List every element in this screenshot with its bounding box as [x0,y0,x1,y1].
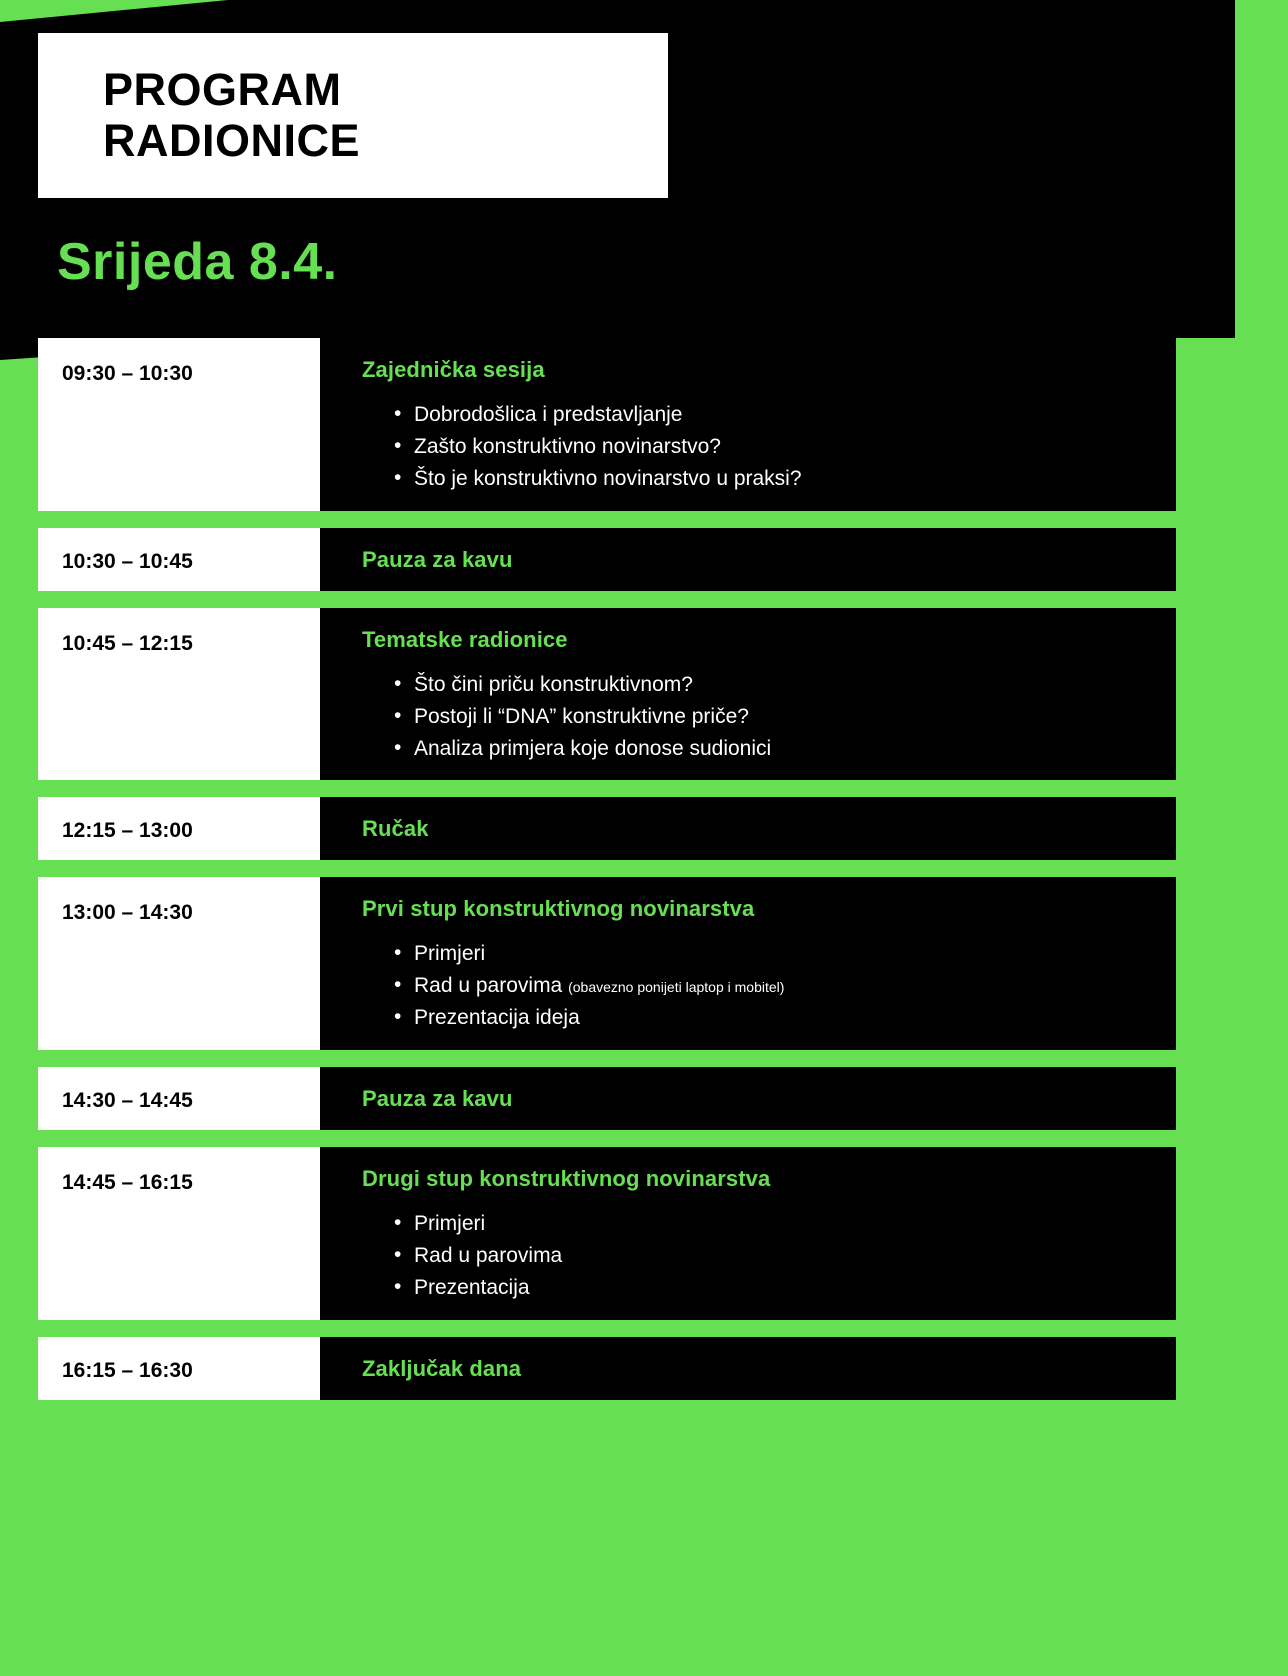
title-line-2: RADIONICE [103,114,361,166]
title-line-1: PROGRAM [103,64,342,116]
row-item [414,431,1176,463]
row-time: 10:45 – 12:15 [38,608,320,781]
row-item [414,970,1176,1002]
row-item-text: Što je konstruktivno novinarstvo u praksi? [414,466,802,490]
row-time: 13:00 – 14:30 [38,877,320,1050]
row-item-list [362,1208,1176,1304]
row-heading: Drugi stup konstruktivnog novinarstva [362,1166,771,1192]
row-item-list [362,399,1176,495]
row-time: 14:45 – 16:15 [38,1147,320,1320]
row-item [414,1240,1176,1272]
row-time: 10:30 – 10:45 [38,528,320,591]
row-body [320,1337,1176,1400]
row-heading: Pauza za kavu [362,1086,513,1112]
row-body [320,1067,1176,1130]
row-item-text: Prezentacija [414,1275,530,1299]
row-heading: Prvi stup konstruktivnog novinarstva [362,896,755,922]
day-heading: Srijeda 8.4. [57,233,338,291]
poster-title [38,33,668,198]
schedule-row [38,1067,1176,1130]
row-body [320,528,1176,591]
row-time: 16:15 – 16:30 [38,1337,320,1400]
schedule-list [38,338,1176,1417]
row-item-text: Postoji li “DNA” konstruktivne priče? [414,704,749,728]
row-heading: Tematske radionice [362,626,568,652]
row-item [414,669,1176,701]
row-item [414,399,1176,431]
row-body [320,797,1176,860]
row-item-note: (obavezno ponijeti laptop i mobitel) [568,979,785,996]
schedule-row [38,608,1176,781]
row-heading: Zaključak dana [362,1355,522,1381]
schedule-row [38,1147,1176,1320]
row-item [414,1002,1176,1034]
row-time: 12:15 – 13:00 [38,797,320,860]
schedule-row [38,877,1176,1050]
row-item-text: Rad u parovima [414,1244,563,1268]
row-heading: Pauza za kavu [362,546,513,572]
row-item-text: Prezentacija ideja [414,1006,580,1030]
row-item-text: Što čini priču konstruktivnom? [414,672,693,696]
schedule-row [38,797,1176,860]
row-item-text: Dobrodošlica i predstavljanje [414,403,683,426]
row-item-text: Rad u parovima [414,974,569,998]
schedule-row [38,1337,1176,1400]
row-body [320,608,1176,781]
row-heading: Ručak [362,816,429,842]
schedule-row [38,338,1176,511]
row-item-text: Analiza primjera koje donose sudionici [414,736,772,760]
row-item [414,463,1176,495]
row-item [414,701,1176,733]
row-item [414,1272,1176,1304]
row-body [320,877,1176,1050]
row-item [414,1208,1176,1240]
row-time: 09:30 – 10:30 [38,338,320,511]
row-item [414,733,1176,765]
row-item [414,938,1176,970]
row-heading: Zajednička sesija [362,357,545,382]
schedule-row [38,528,1176,591]
row-body [320,338,1176,511]
row-item-list [362,669,1176,765]
row-time: 14:30 – 14:45 [38,1067,320,1130]
row-item-text: Primjeri [414,942,486,966]
row-item-text: Primjeri [414,1212,486,1236]
row-item-list [362,938,1176,1034]
row-item-text: Zašto konstruktivno novinarstvo? [414,434,721,458]
row-body [320,1147,1176,1320]
